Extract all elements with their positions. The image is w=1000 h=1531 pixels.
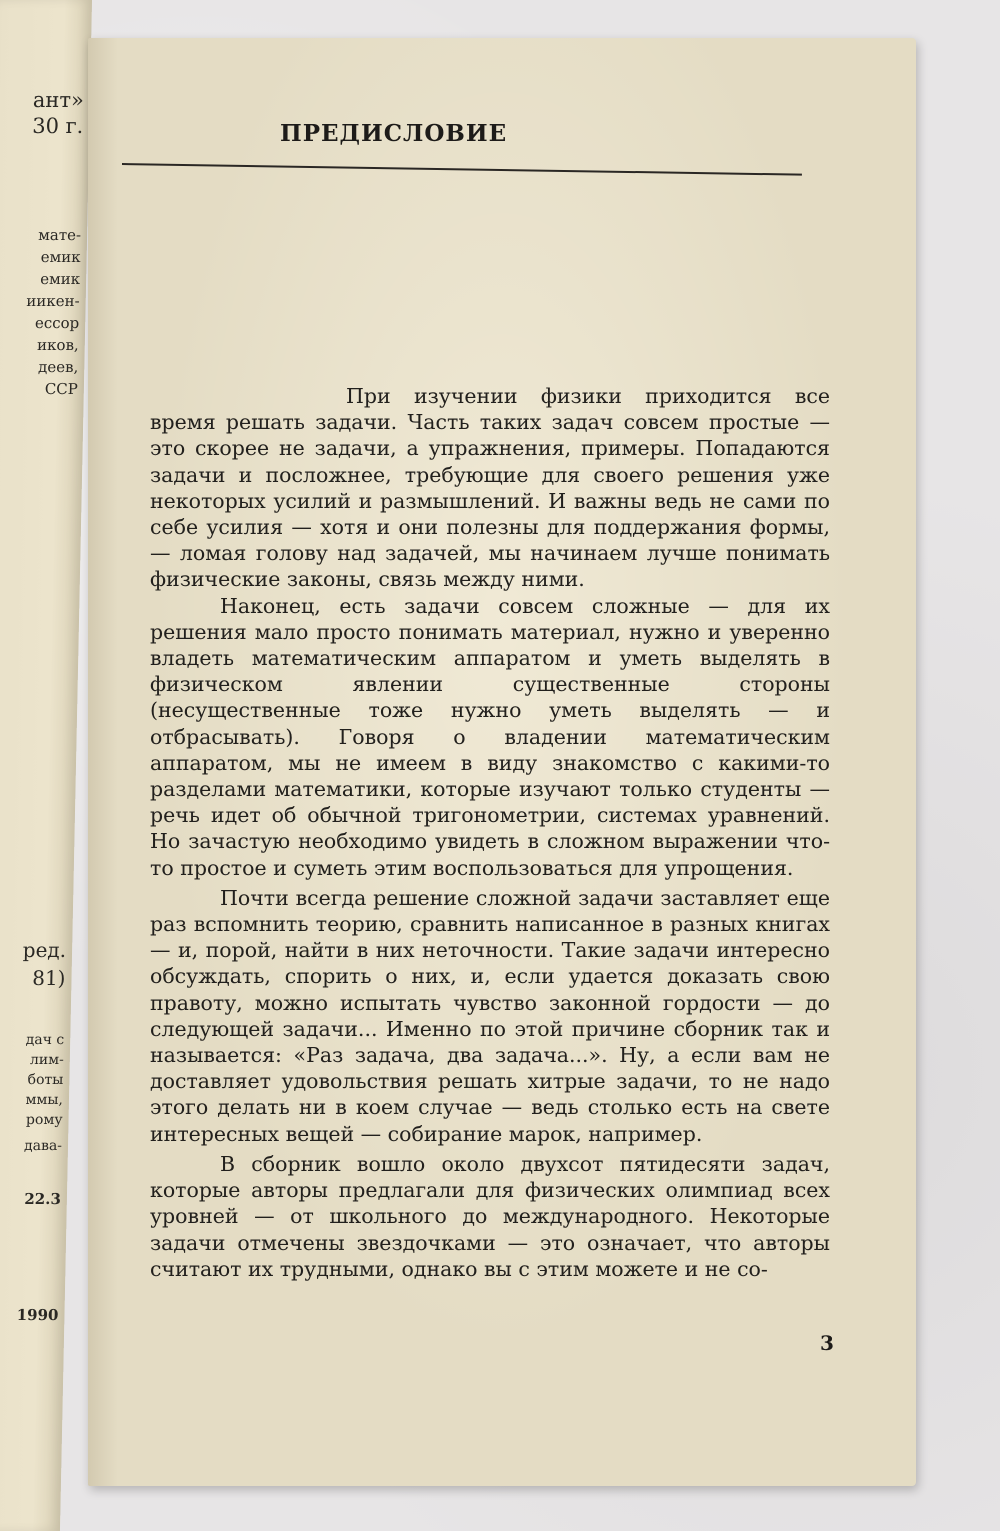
left-fragment: ессор: [34, 314, 80, 332]
left-fragment: ССР: [44, 380, 79, 398]
left-fragment: 81): [31, 966, 66, 990]
left-fragment: ммы,: [25, 1092, 64, 1108]
left-fragment: 1990: [16, 1306, 59, 1324]
book-page: [88, 38, 916, 1486]
paragraph: Почти всегда решение сложной задачи заставляет еще раз вспомнить теорию, сравнить написанное в разных книгах — и, порой, найти в них неточности. Такие задачи интересно обсуждать, спорить о них, и, если удается доказать свою правоту, можно испытать чувство законной гордости — до следующей задачи... Именно по этой причине сборник так и называется: «Раз задача, два задача...». Ну, а если вам не доставляет удовольствия решать хитрые задачи, то не надо этого делать ни в коем случае — ведь столько есть на свете интересных вещей — собирание марок, например.: [150, 885, 830, 1146]
left-fragment: 22.3: [24, 1190, 62, 1208]
page-number: 3: [820, 1331, 834, 1355]
previous-page-edge: [0, 0, 92, 1531]
title-rule: [122, 163, 802, 176]
left-fragment: боты: [27, 1072, 64, 1088]
left-fragment: емик: [40, 248, 81, 266]
left-fragment: дава-: [23, 1138, 63, 1154]
left-fragment: ант»: [32, 88, 85, 112]
left-fragment: мате-: [38, 226, 82, 244]
left-fragment: деев,: [37, 358, 79, 376]
paragraph: При изучении физики приходится все время решать задачи. Часть таких задач совсем простые — это скорее не задачи, а упражнения, примеры. Попадаются задачи и посложнее, требующие для своего решения уже некоторых усилий и размышлений. И важны ведь не сами по себе усилия — хотя и они полезны для поддержания формы,— ломая голову над задачей, мы начинаем лучше понимать физические законы, связь между ними.: [150, 384, 830, 592]
preface-text: [150, 383, 830, 1282]
left-fragment: рому: [25, 1112, 63, 1128]
paragraph: В сборник вошло около двухсот пятидесяти задач, которые авторы предлагали для физических олимпиад всех уровней — от школьного до международного. Некоторые задачи отмечены звездочками — это означает, что авторы считают их трудными, однако вы с этим можете и не со-: [150, 1151, 830, 1281]
left-fragment: лим-: [29, 1052, 64, 1068]
left-fragment: дач с: [25, 1032, 65, 1048]
left-fragment: иикен-: [26, 292, 80, 310]
left-fragment: иков,: [36, 336, 79, 354]
left-fragment: 30 г.: [32, 114, 84, 138]
left-fragment: ред.: [22, 938, 67, 962]
paragraph: Наконец, есть задачи совсем сложные — для их решения мало просто понимать материал, нужно и уверенно владеть математическим аппаратом и уметь выделять в физическом явлении существенные стороны (несущественные тоже нужно уметь выделять — и отбрасывать). Говоря о владении математическим аппаратом, мы не имеем в виду знакомство с какими-то разделами математики, которые изучают только студенты — речь идет об обычной тригонометрии, системах уравнений. Но зачастую необходимо увидеть в сложном выражении что-то простое и суметь этим воспользоваться для упрощения.: [150, 593, 830, 880]
page-title: ПРЕДИСЛОВИЕ: [280, 120, 508, 147]
left-fragment: емик: [40, 270, 81, 288]
